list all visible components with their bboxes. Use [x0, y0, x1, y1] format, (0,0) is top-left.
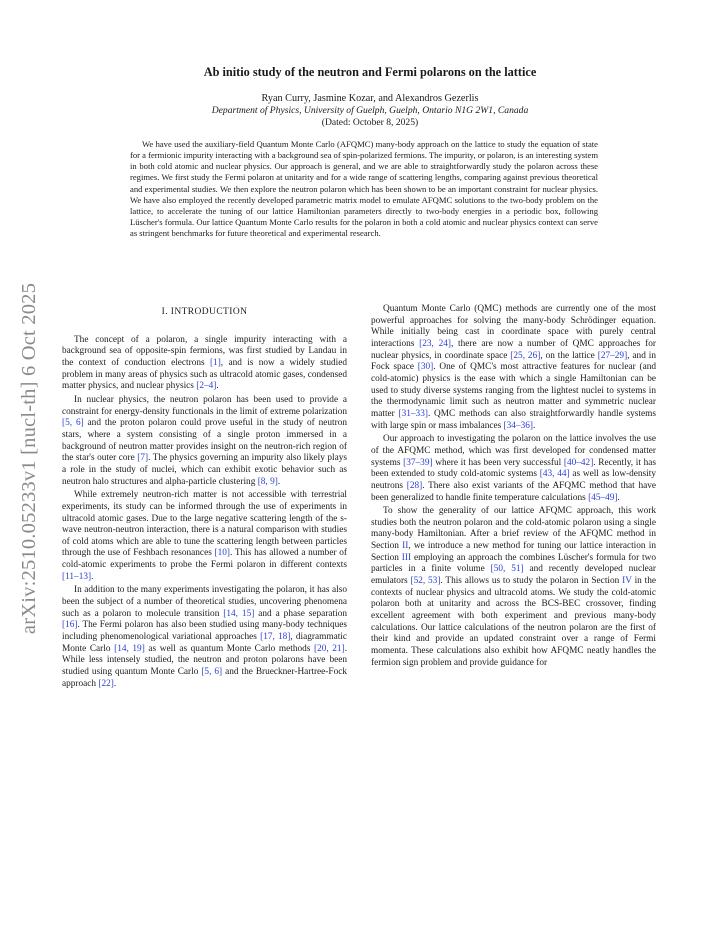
citation-link[interactable]: [22]: [98, 678, 114, 689]
left-column: [62, 304, 347, 690]
citation-link[interactable]: IV: [622, 576, 632, 587]
citation-link[interactable]: [31–33]: [398, 408, 428, 419]
citation-link[interactable]: [10]: [214, 548, 231, 559]
citation-link[interactable]: [27–29]: [597, 350, 628, 361]
citation-link[interactable]: [20, 21]: [313, 643, 345, 654]
left-column-paragraph: In nuclear physics, the neutron polaron has been used to provide a constraint for energy-density functionals in the limit of extreme polarization [5, 6] and the proton polaron could prove useful in the study of neutron stars, where a system consisting of a single proton immersed in a background of neutron matter provides insight on the neutron-rich region of the star's outer core [7]. The physics governing an impurity also likely plays a role in the study of nuclei, which can exhibit exotic behavior such as neutron halo structures and alpha-particle clustering [8, 9].: [62, 394, 348, 487]
citation-link[interactable]: [34–36]: [503, 420, 533, 431]
paper-title: Ab initio study of the neutron and Fermi polarons on the lattice: [203, 65, 537, 79]
right-column-paragraph: To show the generality of our lattice AFQMC approach, this work studies both the neutron polaron and the cold-atomic polaron using a single many-body Hamiltonian. After a brief review of the AFQMC method in Section II, we introduce a new method for tuning our lattice interaction in Section III employing an approach the combines Lüscher's formula for two particles in a finite volume [50, 51] and recently developed nuclear emulators [52, 53]. This allows us to study the polaron in Section IV in the contexts of nuclear physics and ultracold atoms. We study the cold-atomic polaron both at unitarity and across the BCS-BEC crossover, finding excellent agreement with both experiment and previous many-body calculations. Our lattice calculations of the neutron polaron are the first of their kind and provide an updated constraint over a range of Fermi momenta. These calculations also exhibit how AFQMC neatly handles the fermion sign problem and provide guidance for: [371, 506, 657, 668]
abstract: We have used the auxiliary-field Quantum Monte Carlo (AFQMC) many-body approach on the lattice to study the equation of state for a fermionic impurity interacting with a background sea of spin-polarized fermions. The impurity, or polaron, is an interesting system in both cold atomic and nuclear physics. Our approach is general, and we are able to straightforwardly study the polaron across these regimes. We first study the Fermi polaron at unitarity and for a wide range of scattering lengths, comparing against previous theoretical and experimental studies. We then explore the neutron polaron which has been shown to be an important constraint for nuclear physics. We have also employed the recently developed parametric matrix model to emulate AFQMC solutions to the two-body problem on the lattice, to accelerate the tuning of our lattice Hamiltonian parameters directly to two-body energies in a periodic box, following Lüscher's formula. Our lattice Quantum Monte Carlo results for the polaron in both a cold atomic and nuclear physics context can serve as stringent benchmarks for future theoretical and experimental research.: [130, 139, 598, 239]
left-column-paragraph: While extremely neutron-rich matter is not accessible with terrestrial experiments, its study can be informed through the use of experiments in ultracold atomic gases. Due to the large negative scattering length of the s-wave neutron-neutron interaction, there is a natural comparison with studies of cold atoms which are able to tune the scattering length between particles through the use of Feshbach resonances [10]. This has allowed a number of cold-atomic experiments to probe the Fermi polaron in different contexts [11–13].: [62, 490, 347, 582]
citation-link[interactable]: [8, 9]: [257, 476, 278, 487]
left-column-paragraph: In addition to the many experiments investigating the polaron, it has also been the subject of a number of theoretical studies, uncovering phenomena such as a polaron to molecule transition [14, 15] and a phase separation [16]. The Fermi polaron has also been studied using many-body techniques including phenomenological variational approaches [17, 18], diagrammatic Monte Carlo [14, 19] as well as quantum Monte Carlo methods [20, 21]. While less intensely studied, the neutron and proton polarons have been studied using quantum Monte Carlo [5, 6] and the Brueckner-Hartree-Fock approach [22].: [62, 585, 348, 689]
citation-link[interactable]: [7]: [137, 453, 149, 464]
citation-link[interactable]: [1]: [209, 357, 221, 368]
citation-link[interactable]: III: [401, 552, 412, 563]
right-column-paragraphs: [371, 304, 656, 669]
section-heading-introduction: I. INTRODUCTION: [161, 307, 248, 317]
author-list: Ryan Curry, Jasmine Kozar, and Alexandros Gezerlis: [261, 93, 479, 104]
right-column: [371, 304, 656, 669]
citation-link[interactable]: [14, 19]: [114, 643, 145, 654]
citation-link[interactable]: [25, 26]: [510, 350, 541, 361]
citation-link[interactable]: [43, 44]: [539, 469, 570, 480]
left-column-paragraphs: [62, 335, 347, 691]
citation-link[interactable]: II: [402, 541, 409, 552]
citation-link[interactable]: [30]: [417, 362, 434, 373]
citation-link[interactable]: [40–42]: [563, 457, 594, 468]
citation-link[interactable]: [16]: [62, 620, 78, 631]
left-column-paragraph: The concept of a polaron, a single impurity interacting with a background sea of opposite-spin fermions, was first studied by Landau in the context of conduction electrons [1], and is now a widely studied problem in many areas of physics such as ultracold atomic gases, condensed matter physics, and nuclear physics [2–4].: [62, 334, 347, 392]
citation-link[interactable]: [50, 51]: [490, 564, 524, 575]
citation-link[interactable]: [14, 15]: [223, 608, 255, 619]
citation-link[interactable]: [23, 24]: [419, 338, 451, 349]
affiliation: Department of Physics, University of Guelph, Guelph, Ontario N1G 2W1, Canada: [211, 105, 529, 116]
citation-link[interactable]: [5, 6]: [201, 667, 223, 678]
citation-link[interactable]: [45–49]: [588, 492, 618, 503]
right-column-paragraph: Our approach to investigating the polaron on the lattice involves the use of the AFQMC method, which was first developed for condensed matter systems [37–39] where it has been very successful [40–42]. Recently, it has been extended to study cold-atomic systems [43, 44] as well as low-density neutrons [28]. There also exist variants of the AFQMC method that have been generalized to handle finite temperature calculations [45–49].: [371, 434, 656, 503]
right-column-paragraph: Quantum Monte Carlo (QMC) methods are currently one of the most powerful approaches for solving the many-body Schrödinger equation. While initially being cast in coordinate space with purely central interactions [23, 24], there are now a number of QMC approaches for nuclear physics, in coordinate space [25, 26], on the lattice [27–29], and in Fock space [30]. One of QMC's most attractive features for nuclear (and cold-atomic) physics is the ease with which a single Hamiltonian can be used to study diverse systems ranging from the lightest nuclei to systems in the thermodynamic limit such as neutron matter and symmetric nuclear matter [31–33]. QMC methods can also straightforwardly handle systems with large spin or mass imbalances [34–36].: [371, 304, 657, 431]
citation-link[interactable]: [11–13]: [62, 571, 92, 582]
date-line: (Dated: October 8, 2025): [321, 117, 419, 128]
citation-link[interactable]: [17, 18]: [260, 632, 291, 643]
arxiv-margin-id: [10, 258, 50, 658]
arxiv-id-text: arXiv:2510.05233v1 [nucl-th] 6 Oct 2025: [18, 282, 41, 634]
citation-link[interactable]: [37–39]: [403, 457, 433, 468]
citation-link[interactable]: [5, 6]: [62, 418, 84, 429]
citation-link[interactable]: [52, 53]: [410, 576, 441, 587]
citation-link[interactable]: [28]: [406, 480, 423, 491]
citation-link[interactable]: [2–4]: [196, 381, 217, 392]
